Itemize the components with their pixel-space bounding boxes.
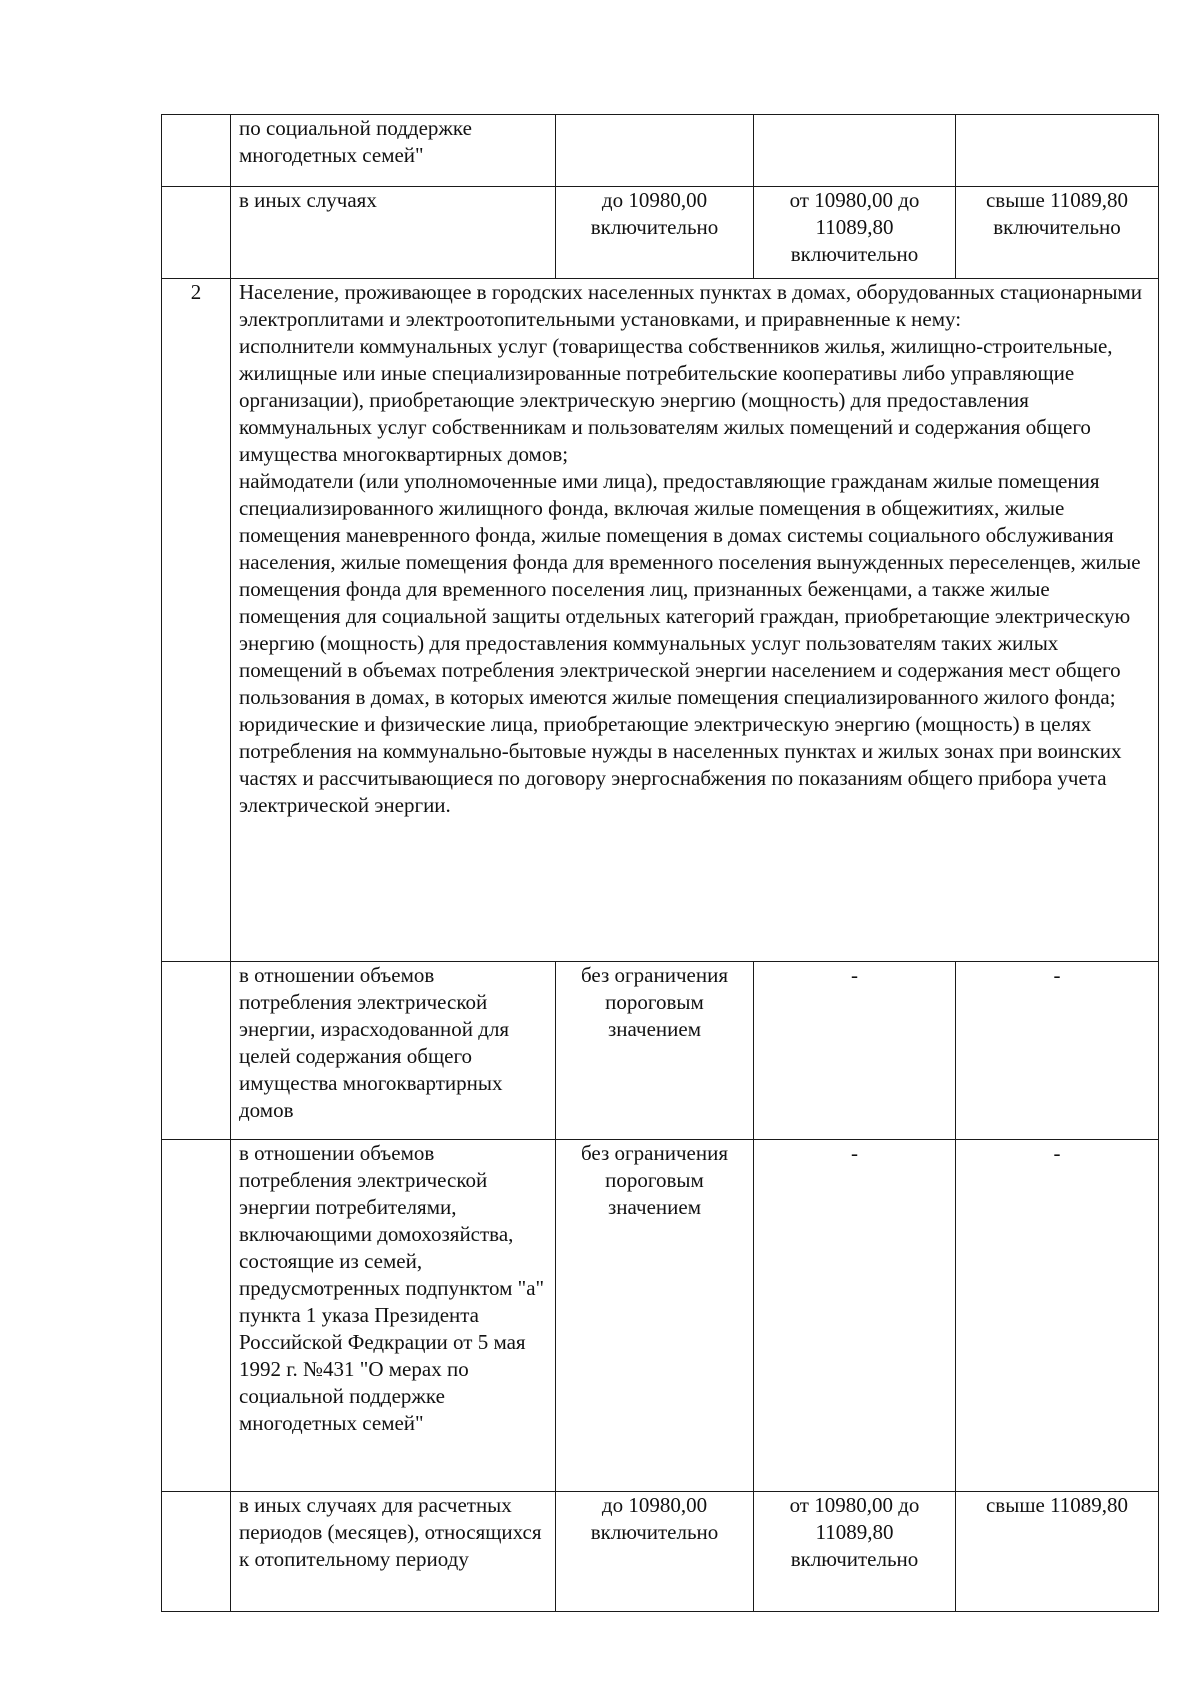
row-label: по социальной поддержке многодетных семей" (231, 115, 556, 187)
row-label: в отношении объемов потребления электрической энергии, израсходованной для целей содержания общего имущества многоквартирных домов (231, 962, 556, 1140)
threshold-mid: от 10980,00 до 11089,80 включительно (754, 1492, 956, 1612)
section-number: 2 (162, 279, 231, 962)
threshold-low: до 10980,00 включительно (556, 1492, 754, 1612)
table-row (162, 962, 1159, 1140)
row-label: в иных случаях для расчетных периодов (месяцев), относящихся к отопительному периоду (231, 1492, 556, 1612)
threshold-low: до 10980,00 включительно (556, 187, 754, 279)
number-cell (162, 1140, 231, 1492)
number-cell (162, 962, 231, 1140)
description-paragraph: юридические и физические лица, приобретающие электрическую энергию (мощность) в целях потребления на коммунально-бытовые нужды в населенных пунктах и жилых зонах при воинских частях и рассчитывающиеся по договору энергоснабжения по показаниям общего прибора учета электрической энергии. (239, 712, 1122, 817)
description-paragraph: наймодатели (или уполномоченные ими лица), предоставляющие гражданам жилые помещения специализированного жилищного фонда, включая жилые помещения в общежитиях, жилые помещения маневренного фонда, жилые помещения в домах системы социального обслуживания населения, жилые помещения фонда для временного поселения вынужденных переселенцев, жилые помещения фонда для временного поселения лиц, признанных беженцами, а также жилые помещения для социальной защиты отдельных категорий граждан, приобретающие электрическую энергию (мощность) для предоставления коммунальных услуг пользователям таких жилых помещений в объемах потребления электрической энергии населением и содержания мест общего пользования в домах, в которых имеются жилые помещения специализированного жилого фонда; (239, 469, 1141, 709)
threshold-high: свыше 11089,80 включительно (956, 187, 1159, 279)
threshold-mid: от 10980,00 до 11089,80 включительно (754, 187, 956, 279)
row-label: в отношении объемов потребления электрической энергии потребителями, включающими домохозяйства, состоящие из семей, предусмотренных подпунктом "а" пункта 1 указа Президента Российской Федкрации от 5 мая 1992 г. №431 "О мерах по социальной поддержке многодетных семей" (231, 1140, 556, 1492)
section-row (162, 279, 1159, 962)
table-row (162, 115, 1159, 187)
value-cell (556, 115, 754, 187)
threshold-high: - (956, 962, 1159, 1140)
threshold-mid: - (754, 1140, 956, 1492)
threshold-low: без ограничения пороговым значением (556, 962, 754, 1140)
threshold-mid: - (754, 962, 956, 1140)
section-description (231, 279, 1159, 962)
number-cell (162, 115, 231, 187)
table-row (162, 187, 1159, 279)
description-paragraph: Население, проживающее в городских населенных пунктах в домах, оборудованных стационарными электроплитами и электроотопительными установками, и приравненные к нему: (239, 280, 1142, 331)
number-cell (162, 187, 231, 279)
table-row (162, 1140, 1159, 1492)
threshold-low: без ограничения пороговым значением (556, 1140, 754, 1492)
threshold-high: - (956, 1140, 1159, 1492)
value-cell (754, 115, 956, 187)
value-cell (956, 115, 1159, 187)
row-label: в иных случаях (231, 187, 556, 279)
description-paragraph: исполнители коммунальных услуг (товарищества собственников жилья, жилищно-строительные, жилищные или иные специализированные потребительские кооперативы либо управляющие организации), приобретающие электрическую энергию (мощность) для предоставления коммунальных услуг собственникам и пользователям жилых помещений и содержания общего имущества многоквартирных домов; (239, 334, 1113, 466)
tariff-table (161, 114, 1159, 1612)
threshold-high: свыше 11089,80 (956, 1492, 1159, 1612)
table-row (162, 1492, 1159, 1612)
number-cell (162, 1492, 231, 1612)
